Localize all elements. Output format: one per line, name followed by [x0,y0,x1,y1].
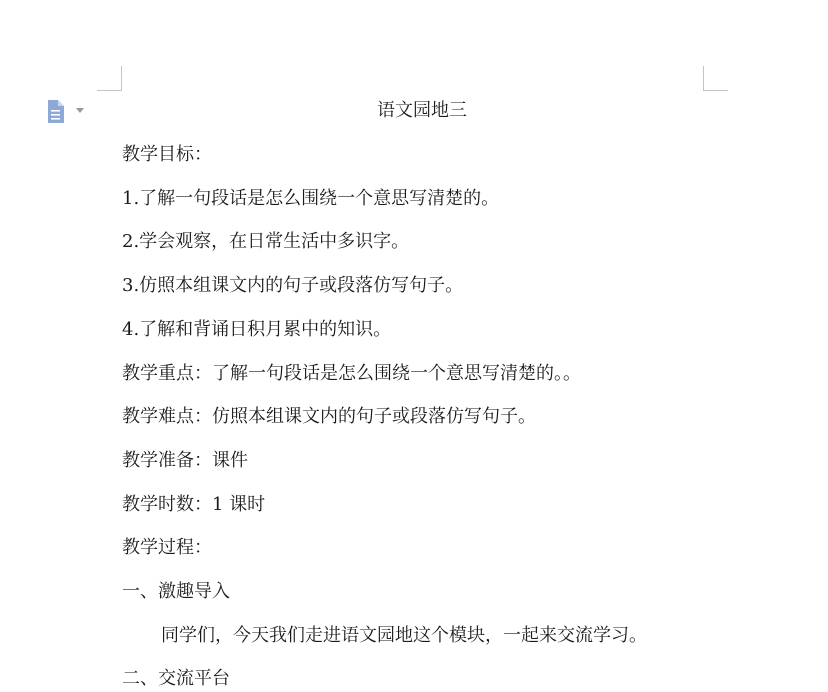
process-heading: 教学过程： [122,537,212,558]
section-heading-2: 二、交流平台 [122,668,230,689]
page-corner-mark-top-left [97,66,122,91]
section-heading-1: 一、激趣导入 [122,581,230,602]
objectives-heading: 教学目标： [122,144,212,165]
difficulty-line: 教学难点：仿照本组课文内的句子或段落仿写句子。 [122,406,536,427]
page-corner-mark-top-right [703,66,728,91]
objective-item-2: 2.学会观察，在日常生活中多识字。 [122,231,410,252]
document-title: 语文园地三 [377,100,467,121]
objective-item-3: 3.仿照本组课文内的句子或段落仿写句子。 [122,275,464,296]
preparation-line: 教学准备：课件 [122,450,248,471]
paragraph-intro: 同学们，今天我们走进语文园地这个模块，一起来交流学习。 [161,625,647,646]
key-point-line: 教学重点：了解一句段话是怎么围绕一个意思写清楚的。。 [122,363,581,384]
class-hours-line: 教学时数：1 课时 [122,494,266,515]
objective-item-1: 1.了解一句段话是怎么围绕一个意思写清楚的。 [122,188,500,209]
objective-item-4: 4.了解和背诵日积月累中的知识。 [122,319,392,340]
